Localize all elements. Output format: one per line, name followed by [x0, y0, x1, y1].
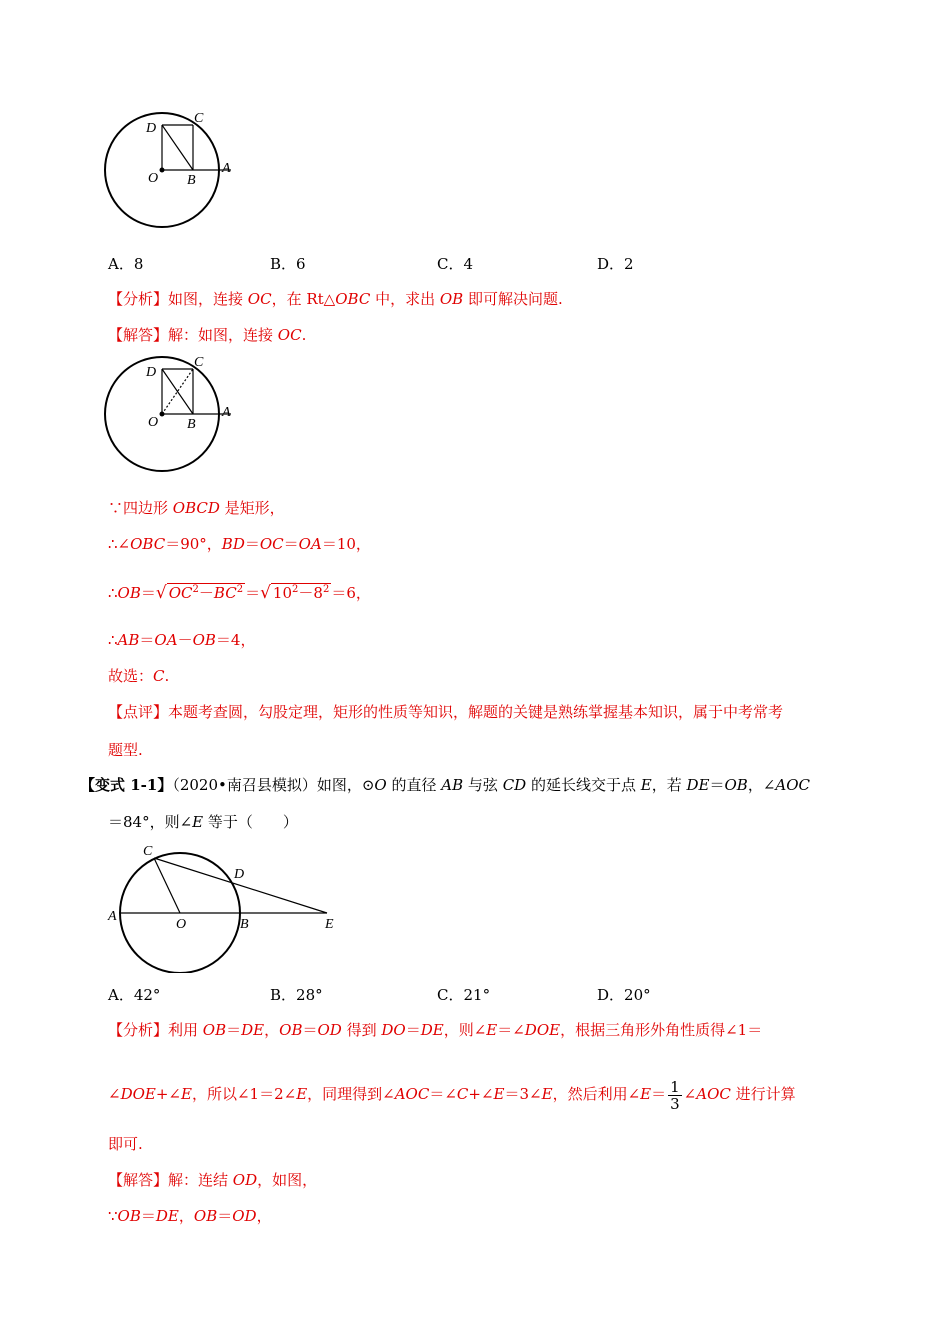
label-c: C: [194, 355, 204, 370]
option-c[interactable]: C．4: [437, 255, 474, 273]
label-a: A: [222, 405, 231, 420]
analysis-tag: 【分析】: [108, 1021, 169, 1039]
fraction-one-third: $\frac{1}{3}$: [670, 1077, 680, 1113]
label-c: C: [143, 844, 153, 859]
option-b[interactable]: B．28°: [270, 986, 323, 1004]
option-a[interactable]: A．8: [108, 255, 144, 273]
center-dot: [160, 412, 165, 417]
figure-circle-secant: [100, 838, 345, 973]
step-2-1: ∵OB＝DE，OB＝OD，: [108, 1207, 272, 1225]
answer-1: 【解答】解：如图，连接 OC.: [108, 326, 307, 344]
label-o: O: [148, 415, 159, 430]
analysis-1: 【分析】如图，连接 OC，在 Rt△OBC 中，求出 OB 即可解决问题.: [108, 290, 563, 308]
label-b: B: [187, 173, 196, 188]
step-3: ∴OB＝√ $OC^2-BC^2$ ＝√ $10^2-8^2 =6$，: [108, 580, 371, 603]
diag-db: [162, 125, 193, 170]
label-d: D: [146, 121, 157, 136]
figure-circle-rectangle: [100, 108, 245, 233]
option-d[interactable]: D．20°: [597, 986, 651, 1004]
variant-question: 【变式 1-1】（2020•南召县模拟）如图，⊙O 的直径 AB 与弦 CD 的延长线交于点 E，若 DE＝OB，∠AOC: [80, 776, 810, 794]
label-a: A: [222, 161, 231, 176]
label-o: O: [148, 171, 159, 186]
option-b[interactable]: B．6: [270, 255, 306, 273]
line-oc: [154, 858, 180, 913]
step-5: 故选：C.: [108, 667, 170, 685]
analysis-tag: 【分析】: [108, 290, 169, 308]
answer-tag: 【解答】: [108, 326, 169, 344]
step-4: ∴AB＝OA－OB＝4，: [108, 631, 256, 649]
comment-1: 【点评】本题考查圆，勾股定理，矩形的性质等知识，解题的关键是熟练掌握基本知识，属于中考常考: [108, 703, 784, 721]
label-b: B: [240, 917, 249, 932]
sqrt-2: √ $10^2-8^2$: [260, 583, 330, 603]
comment-1-line2: 题型.: [108, 741, 143, 759]
center-dot: [160, 168, 165, 173]
figure-circle-rectangle-oc: [100, 352, 245, 477]
step-1: ∵四边形 OBCD 是矩形，: [108, 499, 285, 517]
label-e: E: [325, 917, 334, 932]
analysis-2-line2: ∠DOE+∠E，所以∠1＝2∠E，同理得到∠AOC＝∠C+∠E＝3∠E，然后利用∠E＝ $\frac{1}{3}$ ∠AOC 进行计算: [108, 1077, 796, 1113]
analysis-2-line3: 即可.: [108, 1135, 143, 1153]
answer-2: 【解答】解：连结 OD，如图，: [108, 1171, 318, 1189]
label-b: B: [187, 417, 196, 432]
option-a[interactable]: A．42°: [108, 986, 161, 1004]
label-d: D: [146, 365, 157, 380]
label-d: D: [234, 867, 245, 882]
analysis-2: 【分析】利用 OB＝DE，OB＝OD 得到 DO＝DE，则∠E＝∠DOE，根据三角形外角性质得∠1＝: [108, 1021, 763, 1039]
label-c: C: [194, 111, 204, 126]
option-c[interactable]: C．21°: [437, 986, 491, 1004]
variant-tag: 【变式 1-1】: [80, 776, 173, 794]
variant-question-line2: ＝84°，则∠E 等于（ ）: [108, 813, 298, 831]
label-a: A: [108, 909, 117, 924]
sqrt-1: √ $OC^2-BC^2$: [155, 583, 244, 603]
label-o: O: [176, 917, 187, 932]
comment-tag: 【点评】: [108, 703, 169, 721]
answer-tag: 【解答】: [108, 1171, 169, 1189]
option-d[interactable]: D．2: [597, 255, 634, 273]
step-2: ∴∠OBC＝90°，BD＝OC＝OA＝10，: [108, 535, 371, 553]
